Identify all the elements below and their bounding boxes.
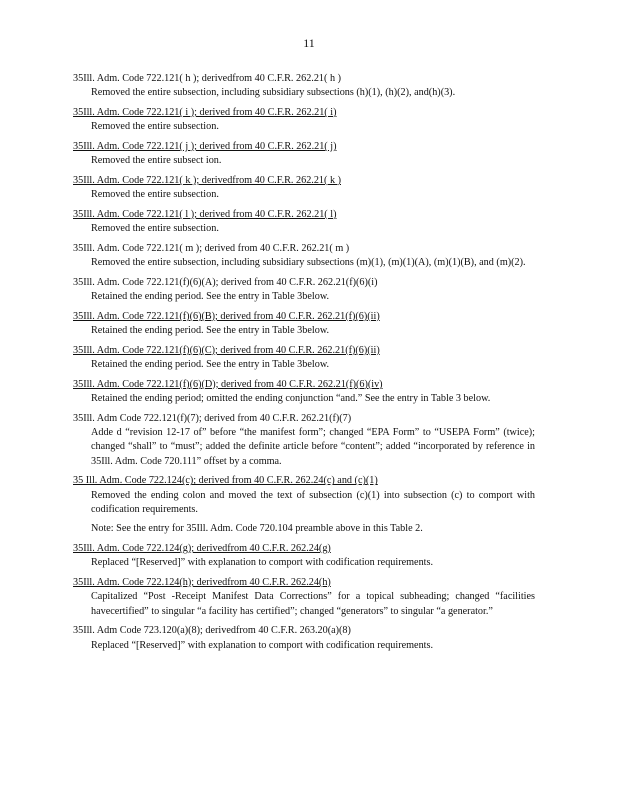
citation-heading: 35Ill. Adm. Code 722.121( m ); derived from 40 C.F.R. 262.21( m ) — [73, 242, 350, 254]
citation-heading: 35 Ill. Adm. Code 722.124(c); derived from 40 C.F.R. 262.24(c) and (c)(1) — [73, 475, 378, 487]
list-item — [73, 344, 535, 373]
change-description: Retained the ending period. See the entry in Table 3below. — [91, 325, 330, 337]
citation-heading: 35Ill. Adm. Code 722.121( l ); derived from 40 C.F.R. 262.21( l) — [73, 208, 337, 220]
citation-heading: 35Ill. Adm. Code 722.121(f)(6)(C); derived from 40 C.F.R. 262.21(f)(6)(ii) — [73, 344, 380, 356]
list-item — [73, 542, 535, 571]
citation-heading: 35Ill. Adm. Code 722.121( h ); derivedfrom 40 C.F.R. 262.21( h ) — [73, 73, 341, 84]
change-description: Removed the entire subsect ion. — [91, 155, 222, 167]
change-description: Removed the ending colon and moved the text of subsection (c)(1) into subsection (c) to comport with codification requirements. — [91, 489, 535, 516]
table-entries — [73, 72, 535, 658]
list-item — [73, 412, 535, 469]
list-item — [73, 174, 535, 203]
change-description: Replaced “[Reserved]” with explanation to comport with codification requirements. — [91, 557, 434, 569]
list-item — [73, 72, 535, 101]
citation-heading: 35Ill. Adm. Code 722.121(f)(6)(A); derived from 40 C.F.R. 262.21(f)(6)(i) — [73, 276, 378, 288]
list-item — [73, 576, 535, 619]
citation-heading: 35Ill. Adm Code 723.120(a)(8); derivedfrom 40 C.F.R. 263.20(a)(8) — [73, 625, 351, 637]
list-item — [73, 276, 535, 305]
change-description: Retained the ending period. See the entry in Table 3below. — [91, 291, 330, 303]
page-number: 11 — [303, 36, 315, 50]
change-description: Removed the entire subsection. — [91, 223, 219, 235]
citation-heading: 35Ill. Adm Code 722.121(f)(7); derived from 40 C.F.R. 262.21(f)(7) — [73, 412, 352, 424]
change-description: Removed the entire subsection. — [91, 189, 219, 201]
change-description: Retained the ending period. See the entry in Table 3below. — [91, 359, 330, 371]
citation-heading: 35Ill. Adm. Code 722.121( j ); derived from 40 C.F.R. 262.21( j) — [73, 140, 337, 152]
list-item — [73, 624, 535, 653]
entry-note: Note: See the entry for 35Ill. Adm. Code 720.104 preamble above in this Table 2. — [91, 523, 423, 535]
list-item — [73, 378, 535, 407]
list-item — [73, 474, 535, 536]
change-description: Replaced “[Reserved]” with explanation to comport with codification requirements. — [91, 639, 434, 651]
citation-heading: 35Ill. Adm. Code 722.121(f)(6)(D); derived from 40 C.F.R. 262.21(f)(6)(iv) — [73, 378, 383, 390]
citation-heading: 35Ill. Adm. Code 722.121( k ); derivedfrom 40 C.F.R. 262.21( k ) — [73, 174, 341, 186]
citation-heading: 35Ill. Adm. Code 722.121(f)(6)(B); derived from 40 C.F.R. 262.21(f)(6)(ii) — [73, 310, 380, 322]
change-description: Retained the ending period; omitted the ending conjunction “and.” See the entry in Table 3 below. — [91, 393, 491, 405]
change-description: Adde d “revision 12-17 of” before “the manifest form”; changed “EPA Form” to “USEPA Form” (twice); changed “shall” to “must”; added the definite article before “content”; added “incorporated by reference in 35Ill. Adm. Code 720.111” offset by a comma. — [91, 427, 535, 467]
change-description: Removed the entire subsection. — [91, 121, 219, 133]
list-item — [73, 140, 535, 169]
citation-heading: 35Ill. Adm. Code 722.121( i ); derived from 40 C.F.R. 262.21( i) — [73, 106, 337, 118]
citation-heading: 35Ill. Adm. Code 722.124(h); derivedfrom 40 C.F.R. 262.24(h) — [73, 576, 331, 588]
citation-heading: 35Ill. Adm. Code 722.124(g); derivedfrom 40 C.F.R. 262.24(g) — [73, 543, 331, 554]
change-description: Capitalized “Post -Receipt Manifest Data Corrections” for a topical subheading; changed “facilities havecertified” to singular “a facility has certified”; changed “generators” to singular “a generator.” — [91, 591, 535, 617]
list-item — [73, 310, 535, 339]
list-item — [73, 208, 535, 237]
list-item — [73, 242, 535, 271]
list-item — [73, 106, 535, 135]
change-description: Removed the entire subsection, including subsidiary subsections (m)(1), (m)(1)(A), (m)(1)(B), and (m)(2). — [91, 257, 526, 269]
change-description: Removed the entire subsection, including subsidiary subsections (h)(1), (h)(2), and(h)(3). — [91, 87, 456, 99]
